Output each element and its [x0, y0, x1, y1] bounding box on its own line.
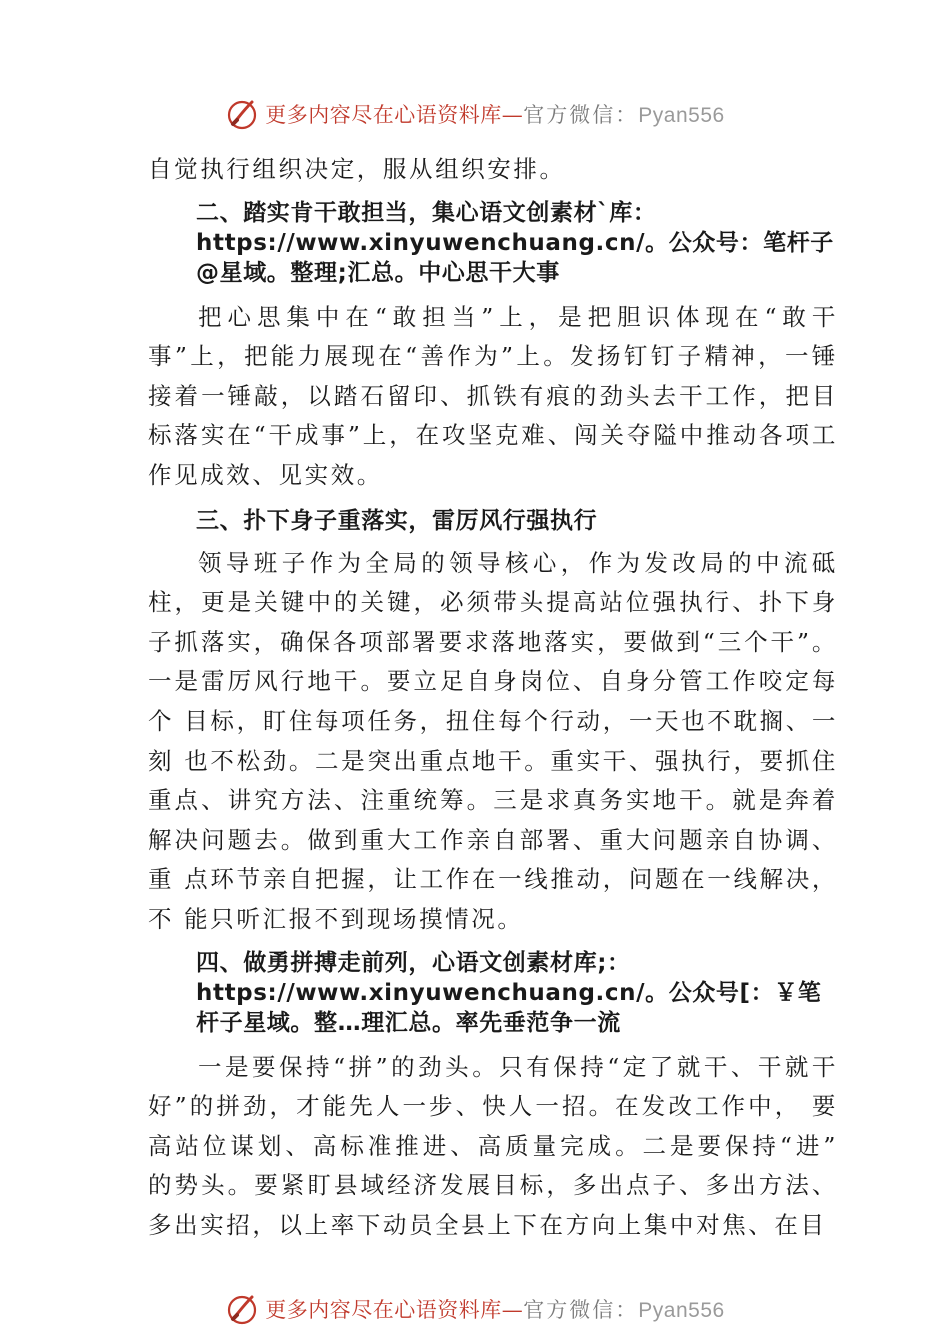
header-watermark-text: 更多内容尽在心语资料库—官方微信：Pyan556	[265, 103, 725, 127]
footer-watermark	[0, 1289, 950, 1329]
header-watermark	[0, 94, 950, 134]
brush-logo-icon	[225, 97, 259, 131]
paragraph: 一是要保持“拼”的劲头。只有保持“定了就干、干就干好”的拼劲，才能先人一步、快人一招。在发改工作中， 要高站位谋划、高标准推进、高质量完成。二是要保持“进” 的势头。要紧盯县域经济发展目标，多出点子、多出方法、 多出实招，以上率下动员全县上下在方向上集中对焦、在目	[148, 1052, 838, 1239]
section-heading-4: 四、做勇拼搏走前列，心语文创素材库;：https://www.xinyuwenchuang.cn/。公众号[：￥笔杆子星域。整…理汇总。率先垂范争一流	[196, 949, 822, 1036]
brush-logo-icon	[225, 1292, 259, 1326]
document-body	[148, 150, 838, 1245]
section-heading-2: 二、踏实肯干敢担当，集心语文创素材`库：https://www.xinyuwenchuang.cn/。公众号：笔杆子@星域。整理;汇总。中心思干大事	[196, 199, 834, 286]
footer-watermark-text: 更多内容尽在心语资料库—官方微信：Pyan556	[265, 1298, 725, 1322]
paragraph: 把心思集中在“敢担当”上，是把胆识体现在“敢干事”上，把能力展现在“善作为”上。发扬钉钉子精神，一锤接着一锤敲，以踏石留印、抓铁有痕的劲头去干工作，把目标落实在“干成事”上，在攻坚克难、闯关夺隘中推动各项工作见成效、见实效。	[148, 302, 838, 489]
paragraph: 领导班子作为全局的领导核心，作为发改局的中流砥柱，更是关键中的关键，必须带头提高站位强执行、扑下身子抓落实，确保各项部署要求落地落实，要做到“三个干”。一是雷厉风行地干。要立足自身岗位、自身分管工作咬定每个 目标，盯住每项任务，扭住每个行动，一天也不耽搁、一刻 也不松劲。二是突出重点地干。重实干、强执行，要抓住重点、讲究方法、注重统筹。三是求真务实地干。就是奔着解决问题去。做到重大工作亲自部署、重大问题亲自协调、重 点环节亲自把握，让工作在一线推动，问题在一线解决，不 能只听汇报不到现场摸情况。	[148, 548, 838, 933]
section-heading-3: 三、扑下身子重落实，雷厉风行强执行	[196, 507, 598, 534]
paragraph: 自觉执行组织决定，服从组织安排。	[148, 155, 566, 183]
